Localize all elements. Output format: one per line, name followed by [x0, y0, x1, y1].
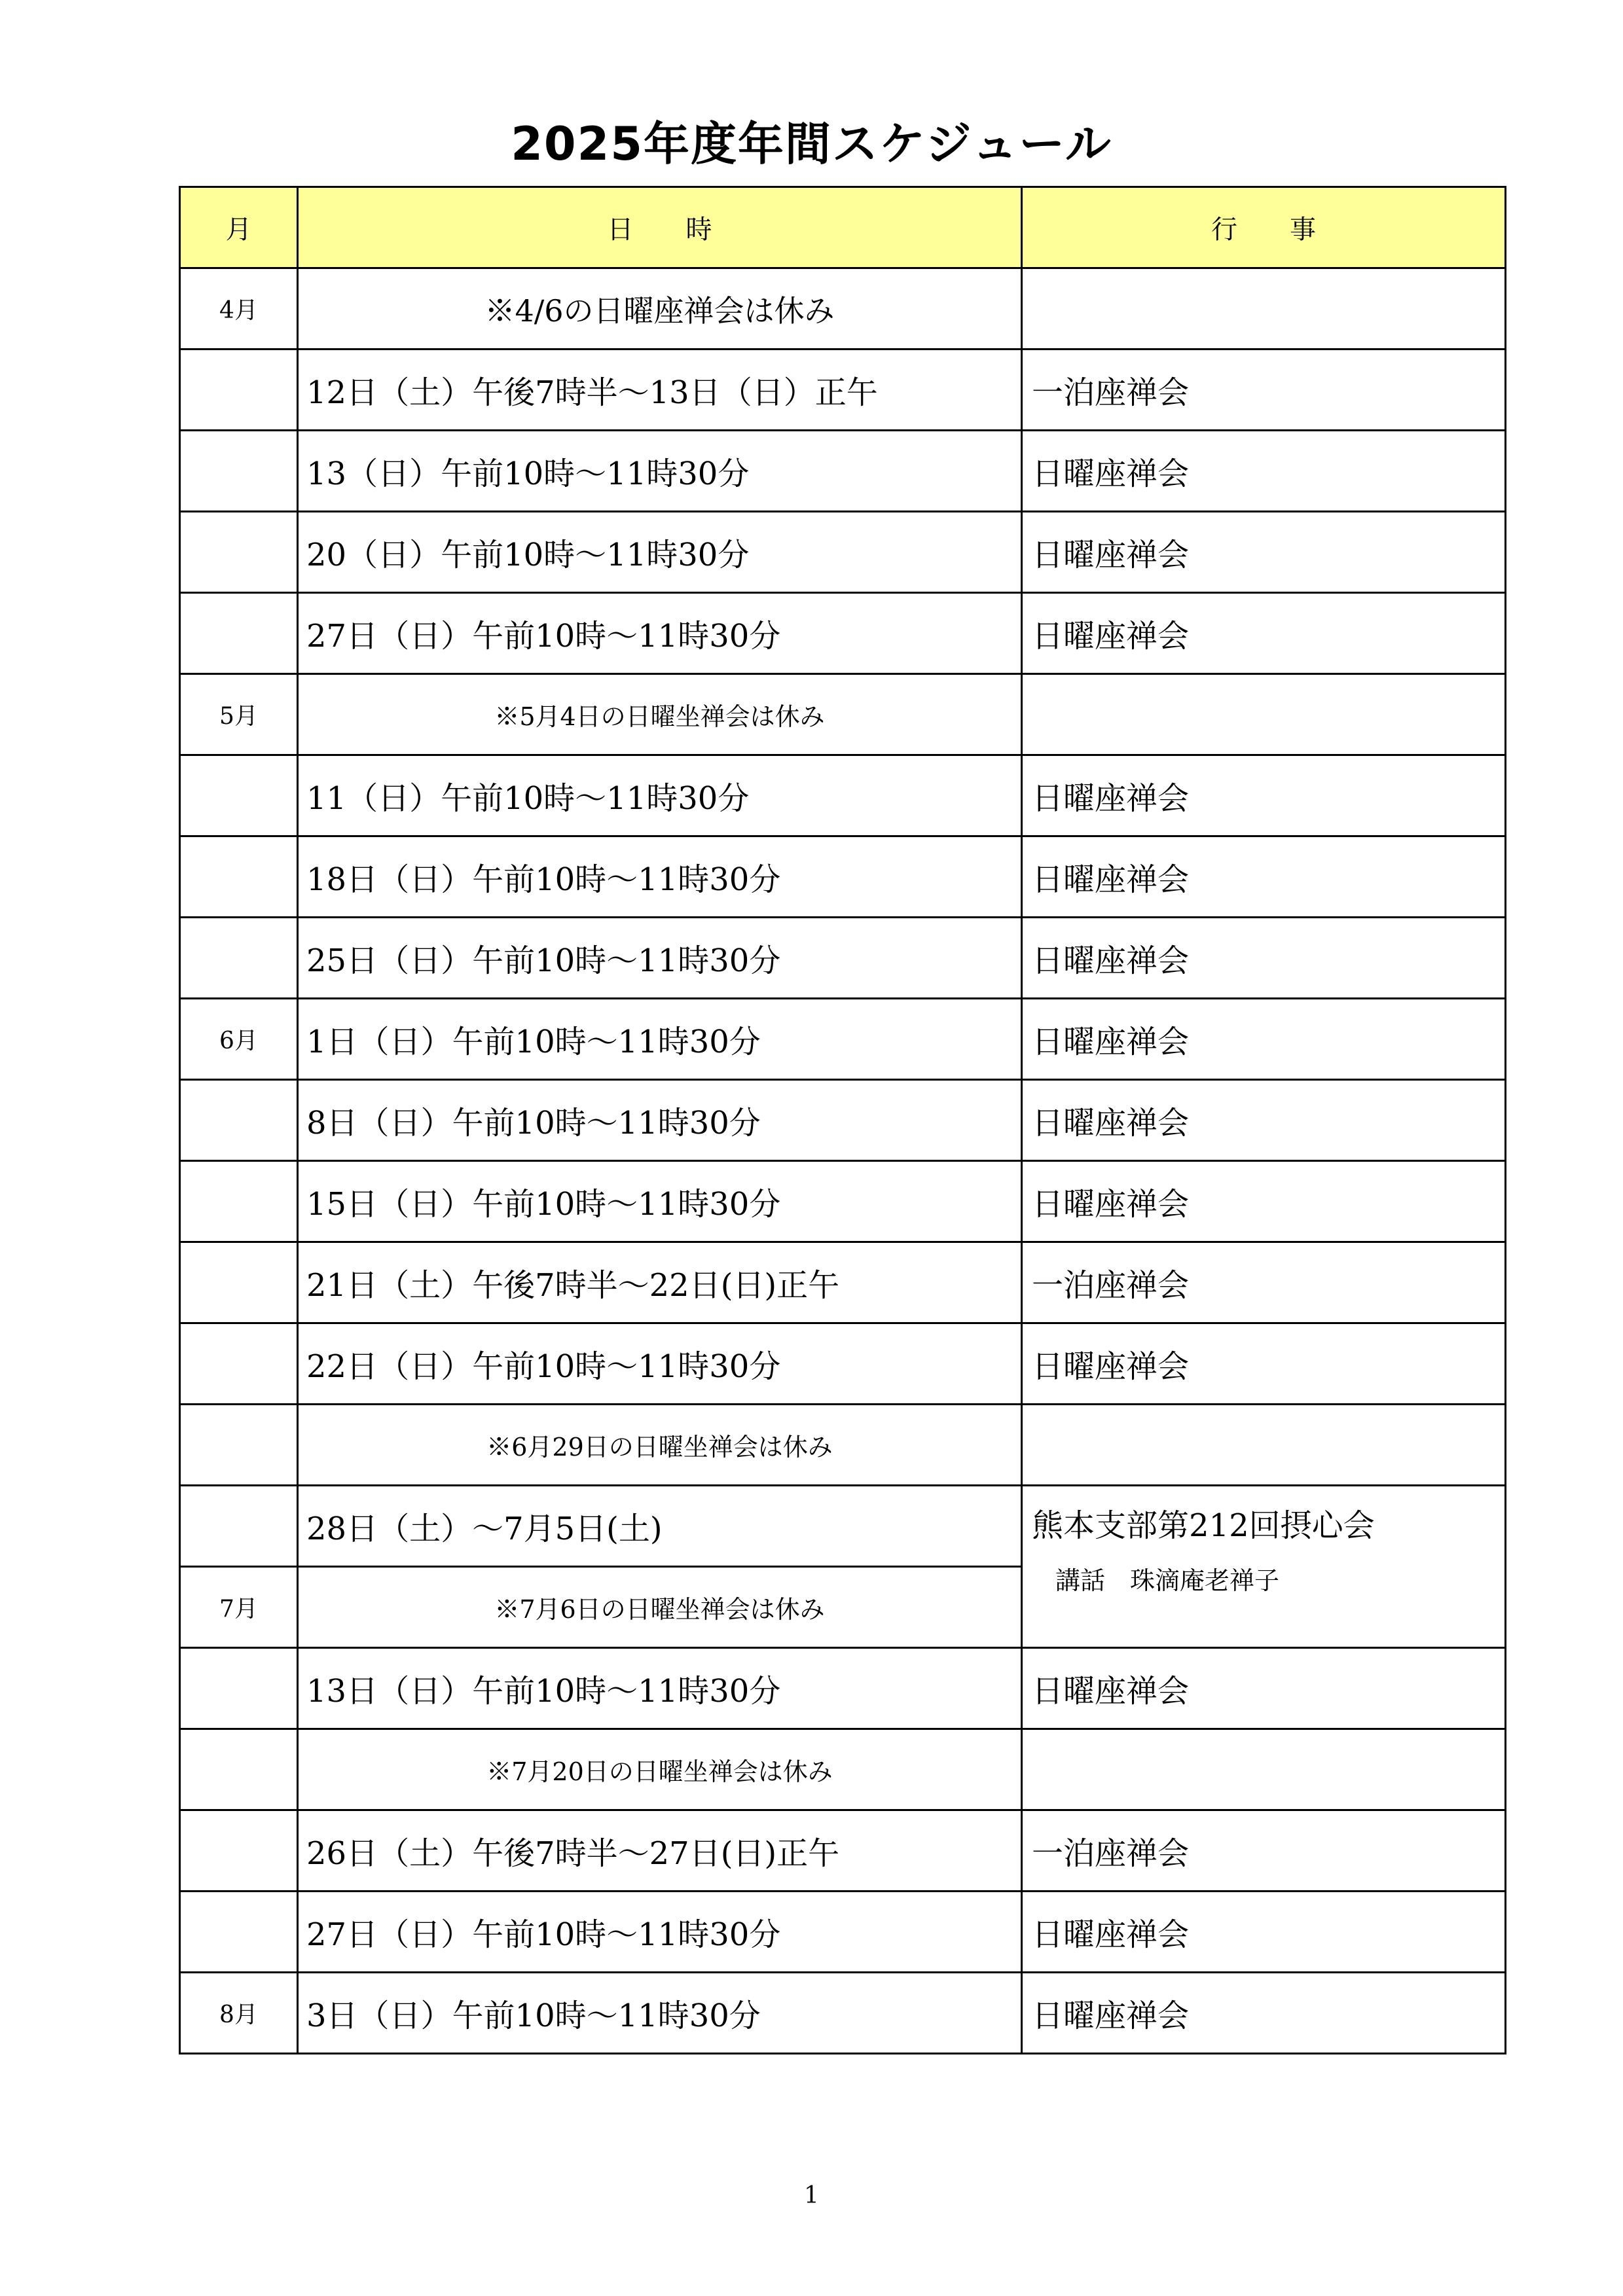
month-cell — [180, 1323, 298, 1405]
page-title: 2025年度年間スケジュール — [511, 117, 1112, 171]
event-cell: 日曜座禅会 — [1022, 755, 1506, 836]
table-row — [180, 512, 1506, 593]
table-row — [180, 999, 1506, 1080]
table-row — [180, 593, 1506, 674]
date-cell: 28日（土）～7月5日(土) — [298, 1486, 1022, 1567]
event-cell — [1022, 1729, 1506, 1810]
table-row — [180, 755, 1506, 836]
month-cell — [180, 512, 298, 593]
table-row — [180, 1323, 1506, 1405]
month-cell — [180, 593, 298, 674]
date-cell: 21日（土）午後7時半～22日(日)正午 — [298, 1242, 1022, 1323]
date-cell: 25日（日）午前10時～11時30分 — [298, 918, 1022, 999]
table-row — [180, 1242, 1506, 1323]
table-row — [180, 1161, 1506, 1242]
column-header-month: 月 — [180, 187, 298, 268]
event-cell: 日曜座禅会 — [1022, 1648, 1506, 1729]
month-cell — [180, 1810, 298, 1892]
table-row — [180, 350, 1506, 431]
table-row — [180, 1892, 1506, 1973]
event-cell: 日曜座禅会 — [1022, 999, 1506, 1080]
date-cell: 20（日）午前10時～11時30分 — [298, 512, 1022, 593]
event-cell: 日曜座禅会 — [1022, 1161, 1506, 1242]
table-row — [180, 1080, 1506, 1161]
table-row — [180, 1973, 1506, 2054]
table-row — [180, 674, 1506, 755]
event-cell-sesshin — [1022, 1486, 1506, 1648]
month-cell: 7月 — [180, 1567, 298, 1648]
month-cell — [180, 1648, 298, 1729]
holiday-note: ※7月20日の日曜坐禅会は休み — [298, 1729, 1022, 1810]
date-cell: 11（日）午前10時～11時30分 — [298, 755, 1022, 836]
date-cell: 27日（日）午前10時～11時30分 — [298, 1892, 1022, 1973]
month-cell — [180, 755, 298, 836]
event-cell: 日曜座禅会 — [1022, 512, 1506, 593]
table-row — [180, 836, 1506, 918]
event-cell: 日曜座禅会 — [1022, 1323, 1506, 1405]
date-cell: 13日（日）午前10時～11時30分 — [298, 1648, 1022, 1729]
date-cell: 27日（日）午前10時～11時30分 — [298, 593, 1022, 674]
holiday-note: ※5月4日の日曜坐禅会は休み — [298, 674, 1022, 755]
table-row — [180, 431, 1506, 512]
table-header-row — [180, 187, 1506, 268]
event-cell: 日曜座禅会 — [1022, 593, 1506, 674]
month-cell: 6月 — [180, 999, 298, 1080]
event-cell: 日曜座禅会 — [1022, 918, 1506, 999]
month-cell — [180, 1892, 298, 1973]
table-row — [180, 1405, 1506, 1486]
schedule-table — [179, 186, 1506, 2054]
month-cell: 8月 — [180, 1973, 298, 2054]
table-row — [180, 1729, 1506, 1810]
month-cell — [180, 1405, 298, 1486]
event-cell: 一泊座禅会 — [1022, 1810, 1506, 1892]
holiday-note: ※6月29日の日曜坐禅会は休み — [298, 1405, 1022, 1486]
month-cell: 4月 — [180, 268, 298, 350]
month-cell — [180, 836, 298, 918]
event-cell: 日曜座禅会 — [1022, 1973, 1506, 2054]
event-cell: 一泊座禅会 — [1022, 1242, 1506, 1323]
holiday-note: ※7月6日の日曜坐禅会は休み — [298, 1567, 1022, 1648]
month-cell — [180, 1080, 298, 1161]
event-lecture: 講話 珠滴庵老禅子 — [1055, 1566, 1280, 1595]
date-cell: 3日（日）午前10時～11時30分 — [298, 1973, 1022, 2054]
date-cell: 13（日）午前10時～11時30分 — [298, 431, 1022, 512]
date-cell: 8日（日）午前10時～11時30分 — [298, 1080, 1022, 1161]
month-cell — [180, 350, 298, 431]
table-row — [180, 1486, 1506, 1567]
month-cell: 5月 — [180, 674, 298, 755]
event-cell: 一泊座禅会 — [1022, 350, 1506, 431]
column-header-event: 行 事 — [1022, 187, 1506, 268]
month-cell — [180, 1161, 298, 1242]
column-header-datetime: 日 時 — [298, 187, 1022, 268]
event-cell — [1022, 674, 1506, 755]
month-cell — [180, 1729, 298, 1810]
date-cell: 26日（土）午後7時半～27日(日)正午 — [298, 1810, 1022, 1892]
event-cell: 日曜座禅会 — [1022, 431, 1506, 512]
event-cell: 日曜座禅会 — [1022, 1892, 1506, 1973]
month-cell — [180, 1486, 298, 1567]
event-cell — [1022, 268, 1506, 350]
date-cell: 12日（土）午後7時半～13日（日）正午 — [298, 350, 1022, 431]
date-cell: 1日（日）午前10時～11時30分 — [298, 999, 1022, 1080]
event-title: 熊本支部第212回摂心会 — [1032, 1507, 1375, 1544]
event-cell — [1022, 1405, 1506, 1486]
table-row — [180, 1810, 1506, 1892]
page-number: 1 — [804, 2182, 819, 2209]
month-cell — [180, 918, 298, 999]
date-cell: 22日（日）午前10時～11時30分 — [298, 1323, 1022, 1405]
month-cell — [180, 431, 298, 512]
event-cell: 日曜座禅会 — [1022, 836, 1506, 918]
event-cell: 日曜座禅会 — [1022, 1080, 1506, 1161]
holiday-note: ※4/6の日曜座禅会は休み — [298, 268, 1022, 350]
table-row — [180, 268, 1506, 350]
date-cell: 18日（日）午前10時～11時30分 — [298, 836, 1022, 918]
date-cell: 15日（日）午前10時～11時30分 — [298, 1161, 1022, 1242]
table-row — [180, 1648, 1506, 1729]
table-row — [180, 918, 1506, 999]
month-cell — [180, 1242, 298, 1323]
